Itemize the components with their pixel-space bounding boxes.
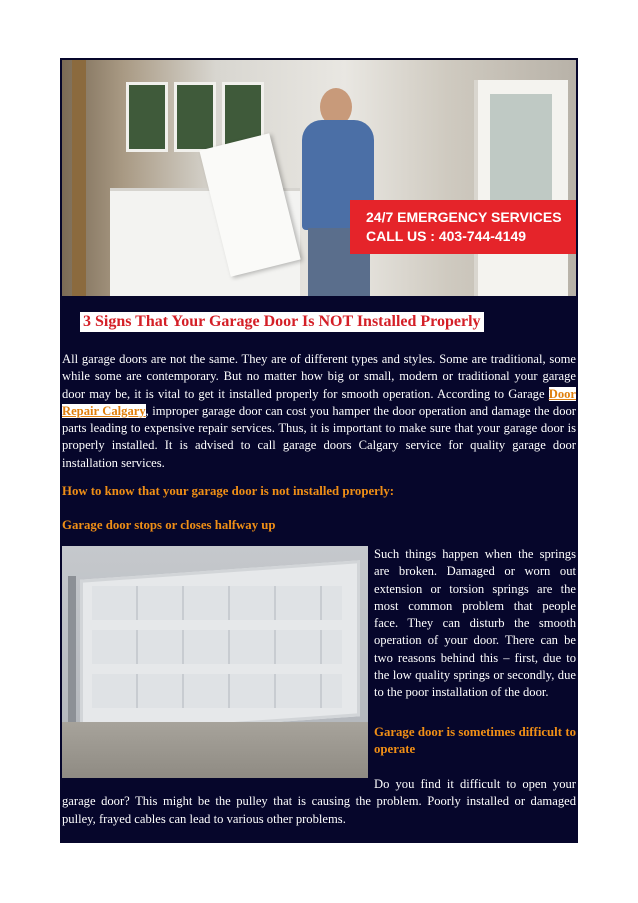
emergency-banner (350, 200, 576, 254)
door-repair-calgary-link[interactable]: Door Repair Calgary (62, 386, 576, 418)
springs-paragraph: Such things happen when the springs are broken. Damaged or worn out extension or torsion springs are the most common problem that people face. They can disturb the smooth operation of your door. There can be two reasons behind this – first, due to the low quality springs or secondly, due to the poor installation of the door. (374, 547, 576, 700)
door-track (68, 576, 76, 726)
heading-how-to-know: How to know that your garage door is not installed properly: (62, 484, 395, 498)
intro-paragraph (62, 351, 576, 472)
banner-line-phone: CALL US : 403-744-4149 (366, 228, 527, 244)
pulley-text: Do you find it difficult to open your garage door? This might be the pulley that is causing the problem. Poorly installed or damaged pulley, frayed cables can lead to various other problems. (62, 777, 576, 826)
garage-window (174, 82, 216, 152)
intro-text-after: , improper garage door can cost you hamper the door operation and damage the door parts leading to expensive repair services. Thus, it is important to make sure that your garage door is properly installed. It is advised to call garage doors Calgary service for quality garage door installation services. (62, 403, 576, 470)
heading-difficult-to-operate: Garage door is sometimes difficult to operate (374, 725, 576, 757)
door-glass (490, 94, 552, 204)
hero-photo-garage-installer (62, 60, 576, 296)
pulley-paragraph (62, 776, 576, 828)
garage-window (126, 82, 168, 152)
heading-stops-halfway: Garage door stops or closes halfway up (62, 518, 276, 532)
banner-line-services: 24/7 EMERGENCY SERVICES (366, 209, 562, 225)
content-panel (60, 58, 578, 843)
wood-beam (72, 60, 86, 296)
door-panel-row (92, 674, 342, 708)
door-panel-row (92, 630, 342, 664)
page-title: 3 Signs That Your Garage Door Is NOT Installed Properly (80, 312, 484, 332)
driveway-floor (62, 722, 368, 778)
back-door (474, 80, 568, 296)
intro-text-before: All garage doors are not the same. They are of different types and styles. Some are traditional, some while some are contemporary. But no matter how big or small, modern or traditional your garage door may be, it is vital to get it installed properly for smooth operation. According to Garage (62, 352, 576, 401)
door-panel-row (92, 586, 342, 620)
garage-door-halfway-photo (62, 546, 368, 778)
